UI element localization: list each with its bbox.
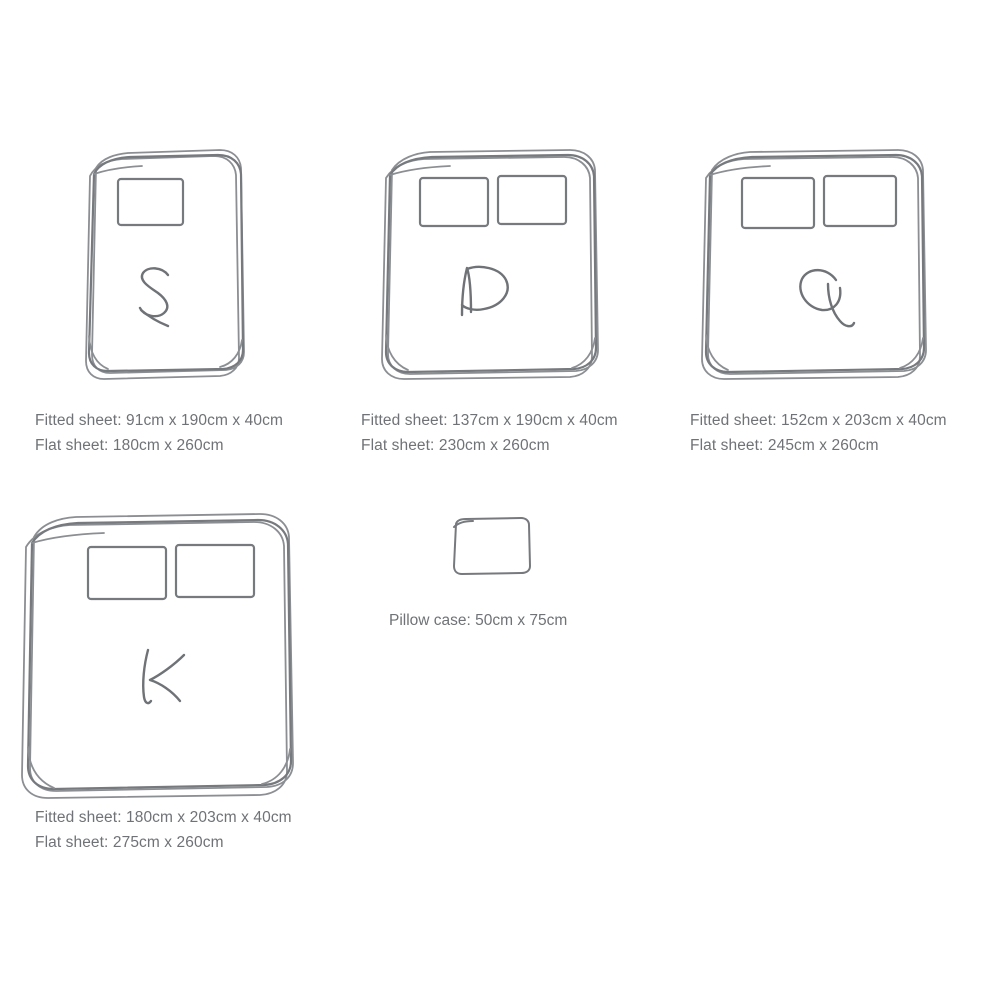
caption-single [35, 408, 283, 458]
double-flat-sheet-text: Flat sheet: 230cm x 260cm [361, 437, 550, 454]
king-flat-sheet-text: Flat sheet: 275cm x 260cm [35, 834, 224, 851]
bed-illustration-single [72, 140, 252, 385]
double-fitted-sheet-text: Fitted sheet: 137cm x 190cm x 40cm [361, 412, 618, 429]
king-bed-drawing [8, 505, 308, 805]
pillow-case-drawing [445, 510, 545, 585]
single-bed-drawing [72, 140, 252, 385]
bed-illustration-double [370, 140, 610, 385]
double-bed-drawing [370, 140, 610, 385]
king-fitted-sheet-text: Fitted sheet: 180cm x 203cm x 40cm [35, 809, 292, 826]
single-fitted-sheet-text: Fitted sheet: 91cm x 190cm x 40cm [35, 412, 283, 429]
queen-fitted-sheet-text: Fitted sheet: 152cm x 203cm x 40cm [690, 412, 947, 429]
queen-bed-drawing [690, 140, 940, 385]
single-flat-sheet-text: Flat sheet: 180cm x 260cm [35, 437, 224, 454]
caption-pillow-case [389, 608, 567, 633]
caption-king [35, 805, 292, 855]
pillow-case-illustration [445, 510, 545, 585]
pillow-case-text: Pillow case: 50cm x 75cm [389, 612, 568, 629]
bed-illustration-king [8, 505, 308, 805]
queen-flat-sheet-text: Flat sheet: 245cm x 260cm [690, 437, 879, 454]
caption-queen [690, 408, 947, 458]
bed-illustration-queen [690, 140, 940, 385]
caption-double [361, 408, 618, 458]
